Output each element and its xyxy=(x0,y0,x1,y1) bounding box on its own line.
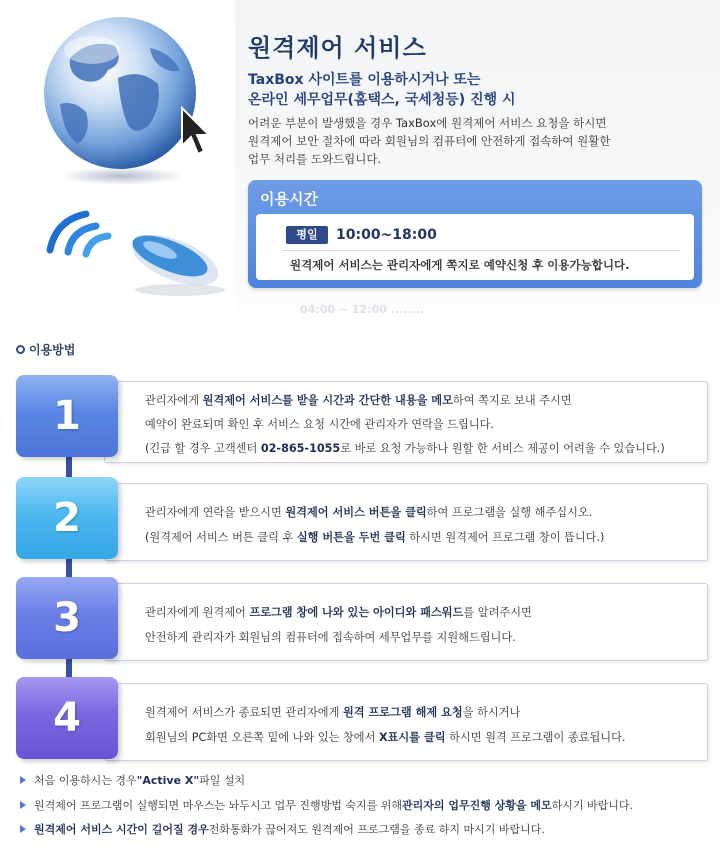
hero-desc-line: 어려운 부분이 발생했을 경우 TaxBox에 원격제어 서비스 요청을 하시면 xyxy=(248,116,607,130)
text: 을 하시거나 xyxy=(462,706,521,719)
hero-section xyxy=(0,0,720,325)
step-text-line xyxy=(145,729,625,745)
step-number-badge-3: 3 xyxy=(16,577,118,659)
text: 원격제어 프로그램이 실행되면 마우스는 놔두시고 업무 진행방법 숙지를 위해 xyxy=(34,799,403,812)
service-hours-time: 10:00~18:00 xyxy=(336,227,437,243)
triangle-bullet-icon xyxy=(20,825,26,833)
step-text-line xyxy=(145,529,604,545)
note-item xyxy=(20,772,245,788)
text: 하시면 원격제어 프로그램 창이 뜹니다.) xyxy=(405,531,605,544)
phone-number: 02-865-1055 xyxy=(260,442,341,455)
weekday-badge: 평일 xyxy=(286,226,328,244)
note-item xyxy=(20,797,633,813)
step-card-1 xyxy=(104,381,708,463)
service-hours-body xyxy=(256,214,694,280)
globe-icon xyxy=(30,8,210,188)
step-text-line: 예약이 완료되며 확인 후 서비스 요청 시간에 관리자가 연락을 드립니다. xyxy=(145,418,494,431)
service-hours-panel xyxy=(248,180,702,288)
note-item xyxy=(20,821,545,837)
step-number-badge-4: 4 xyxy=(16,677,118,759)
service-hours-note: 원격제어 서비스는 관리자에게 쪽지로 예약신청 후 이용가능합니다. xyxy=(290,258,630,272)
emphasis-text: 원격 프로그램 해제 요청 xyxy=(342,706,463,719)
text: 전화통화가 끊어져도 원격제어 프로그램을 종료 하지 마시기 바랍니다. xyxy=(208,823,545,836)
text: (원격제어 서비스 버튼 클릭 후 xyxy=(145,531,297,544)
step-card-4 xyxy=(104,683,708,761)
text: (긴급 할 경우 고객센터 xyxy=(145,442,261,455)
emphasis-text: "Active X" xyxy=(136,773,200,787)
text: 관리자에게 xyxy=(145,394,203,407)
service-hours-title: 이용시간 xyxy=(260,190,318,208)
text: 회원님의 PC화면 오른쪽 밑에 나와 있는 창에서 xyxy=(145,731,379,744)
hero-subtitle-line: TaxBox 사이트를 이용하시거나 또는 xyxy=(248,72,481,88)
text: 관리자에게 연락을 받으시면 xyxy=(145,506,286,519)
step-number-badge-1: 1 xyxy=(16,375,118,457)
text: 로 바로 요청 가능하나 원할 한 서비스 제공이 어려울 수 있습니다.) xyxy=(340,442,665,455)
emphasis-text: X표시를 클릭 xyxy=(378,731,446,744)
emphasis-text: 관리자의 업무진행 상황을 메모 xyxy=(402,799,552,812)
usage-section-header xyxy=(16,341,75,358)
step-text-line xyxy=(145,604,532,620)
usage-section-title: 이용방법 xyxy=(29,343,76,357)
text: 처음 이용하시는 경우 xyxy=(34,774,137,787)
text: 하시기 바랍니다. xyxy=(551,799,634,812)
emphasis-text: 원격제어 서비스를 받을 시간과 간단한 내용을 메모 xyxy=(202,394,453,407)
text: 원격제어 서비스가 종료되면 관리자에게 xyxy=(145,706,343,719)
step-number-badge-2: 2 xyxy=(16,477,118,559)
step-text-line xyxy=(145,440,665,456)
step-text-line xyxy=(145,504,592,520)
emphasis-text: 프로그램 창에 나와 있는 아이디와 패스워드 xyxy=(249,606,464,619)
hero-subtitle-line: 온라인 세무업무(홈택스, 국세청등) 진행 시 xyxy=(248,92,516,108)
triangle-bullet-icon xyxy=(20,801,26,809)
hero-desc-line: 원격제어 보안 절차에 따라 회원님의 컴퓨터에 안전하게 접속하여 원활한 xyxy=(248,134,611,148)
emphasis-text: 원격제어 서비스 시간이 길어질 경우 xyxy=(34,823,209,836)
text: 하시면 원격 프로그램이 종료됩니다. xyxy=(445,731,626,744)
text: 를 알려주시면 xyxy=(463,606,532,619)
triangle-bullet-icon xyxy=(20,776,26,784)
hero-subtitle xyxy=(248,70,516,110)
text: 파일 설치 xyxy=(199,774,246,787)
panel-reflection: 04:00 ~ 12:00 ........ xyxy=(300,303,425,316)
emphasis-text: 실행 버튼을 두번 클릭 xyxy=(296,531,406,544)
hero-desc-line: 업무 처리를 도와드립니다. xyxy=(248,152,382,166)
text: 하여 쪽지로 보내 주시면 xyxy=(452,394,572,407)
mouse-icon xyxy=(40,200,230,300)
step-card-3 xyxy=(104,583,708,661)
step-text-line xyxy=(145,392,572,408)
step-text-line xyxy=(145,704,520,720)
step-card-2 xyxy=(104,483,708,561)
emphasis-text: 원격제어 서비스 버튼을 클릭 xyxy=(285,506,427,519)
step-text-line: 안전하게 관리자가 회원님의 컴퓨터에 접속하여 세무업무를 지원해드립니다. xyxy=(145,631,516,644)
hero-description xyxy=(248,114,708,168)
text: 하여 프로그램을 실행 해주십시오. xyxy=(426,506,593,519)
divider xyxy=(282,250,680,251)
text: 관리자에게 원격제어 xyxy=(145,606,250,619)
ring-bullet-icon xyxy=(16,345,25,354)
page-title: 원격제어 서비스 xyxy=(248,34,427,62)
